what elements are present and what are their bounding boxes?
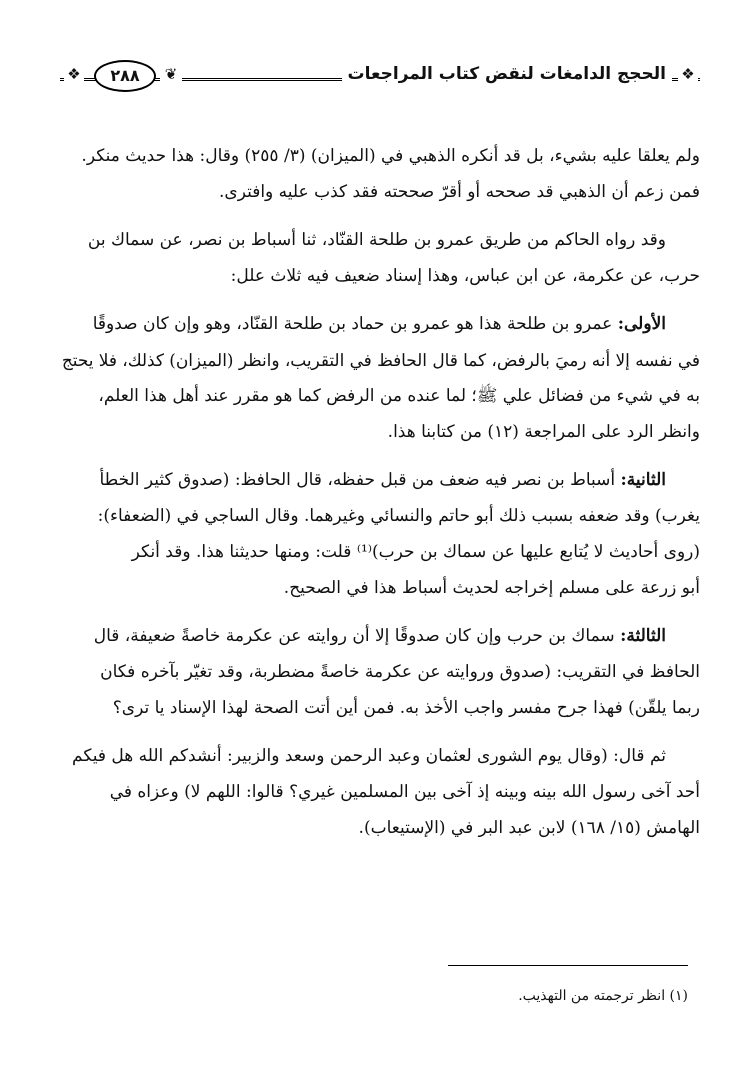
paragraph <box>62 462 700 606</box>
text-run: سماك بن حرب وإن كان صدوقًا إلا أن روايته عن عكرمة خاصةً ضعيفة، قال <box>93 626 621 646</box>
running-header <box>60 58 700 92</box>
text-line: ربما يلقّن) فهذا جرح مفسر واجب الأخذ به. فمن أين أتت الصحة لهذا الإسناد يا ترى؟ <box>112 698 700 718</box>
paragraph-lead: الثالثة: <box>620 626 666 646</box>
book-title: الحجج الدامغات لنقض كتاب المراجعات <box>342 61 672 87</box>
footnote-separator <box>448 965 688 966</box>
text-line: ثم قال: (وقال يوم الشورى لعثمان وعبد الرحمن وسعد والزبير: أنشدكم الله هل فيكم <box>72 746 666 766</box>
text-line: أبو زرعة على مسلم إخراجه لحديث أسباط هذا في الصحيح. <box>283 578 700 598</box>
ornament-icon: ❖ <box>64 64 84 84</box>
text-line: ولم يعلقا عليه بشيء، بل قد أنكره الذهبي في (الميزان) (٣/ ٢٥٥) وقال: هذا حديث منكر. <box>81 146 700 166</box>
footnote: (١) انظر ترجمته من التهذيب. <box>518 988 688 1004</box>
page-number: ٢٨٨ <box>94 60 156 92</box>
text-line: حرب، عن عكرمة، عن ابن عباس، وهذا إسناد ضعيف فيه ثلاث علل: <box>230 266 700 286</box>
paragraph <box>62 138 700 210</box>
text-run: عمرو بن طلحة هذا هو عمرو بن حماد بن طلحة القنّاد، وهو وإن كان صدوقًا <box>92 314 618 334</box>
text-run: أسباط بن نصر فيه ضعف من قبل حفظه، قال الحافظ: (صدوق كثير الخطأ <box>99 470 621 490</box>
text-line: أحد آخى رسول الله بينه وبينه إذ آخى بين المسلمين غيري؟ قالوا: اللهم لا) وعزاه في <box>109 782 700 802</box>
paragraph-lead: الأولى: <box>617 314 666 334</box>
ornament-icon: ❦ <box>160 64 182 84</box>
paragraph <box>62 306 700 450</box>
text-line: به في شيء من فضائل علي ﷺ؛ لما عنده من الرفض كما هو مقرر عند أهل هذا العلم، <box>98 386 700 406</box>
paragraph <box>62 738 700 846</box>
ornament-icon: ❖ <box>678 64 698 84</box>
text-line: الحافظ في التقريب: (صدوق وروايته عن عكرمة خاصةً مضطربة، وقد تغيّر بآخره فكان <box>100 662 700 682</box>
paragraph <box>62 222 700 294</box>
text-line: الهامش (١٥/ ١٦٨) لابن عبد البر في (الإستيعاب). <box>358 818 700 838</box>
text-line <box>62 306 700 342</box>
text-line: يغرب) وقد ضعفه بسبب ذلك أبو حاتم والنسائي وغيرهما. وقال الساجي في (الضعفاء): <box>97 506 700 526</box>
text-line <box>62 462 700 498</box>
text-line: وقد رواه الحاكم من طريق عمرو بن طلحة القنّاد، ثنا أسباط بن نصر، عن سماك بن <box>87 230 666 250</box>
text-line <box>62 618 700 654</box>
text-line: (روى أحاديث لا يُتابع عليها عن سماك بن حرب)⁽¹⁾ قلت: ومنها حديثنا هذا. وقد أنكر <box>131 542 700 562</box>
text-line: وانظر الرد على المراجعة (١٢) من كتابنا هذا. <box>387 422 700 442</box>
text-line: في نفسه إلا أنه رميَ بالرفض، كما قال الحافظ في التقريب، وانظر (الميزان) كذلك، فلا يحتج <box>61 350 700 370</box>
text-line: فمن زعم أن الذهبي قد صححه أو أقرّ صححته فقد كذب عليه وافترى. <box>218 182 700 202</box>
body-text <box>62 138 700 846</box>
paragraph <box>62 618 700 726</box>
paragraph-lead: الثانية: <box>620 470 666 490</box>
